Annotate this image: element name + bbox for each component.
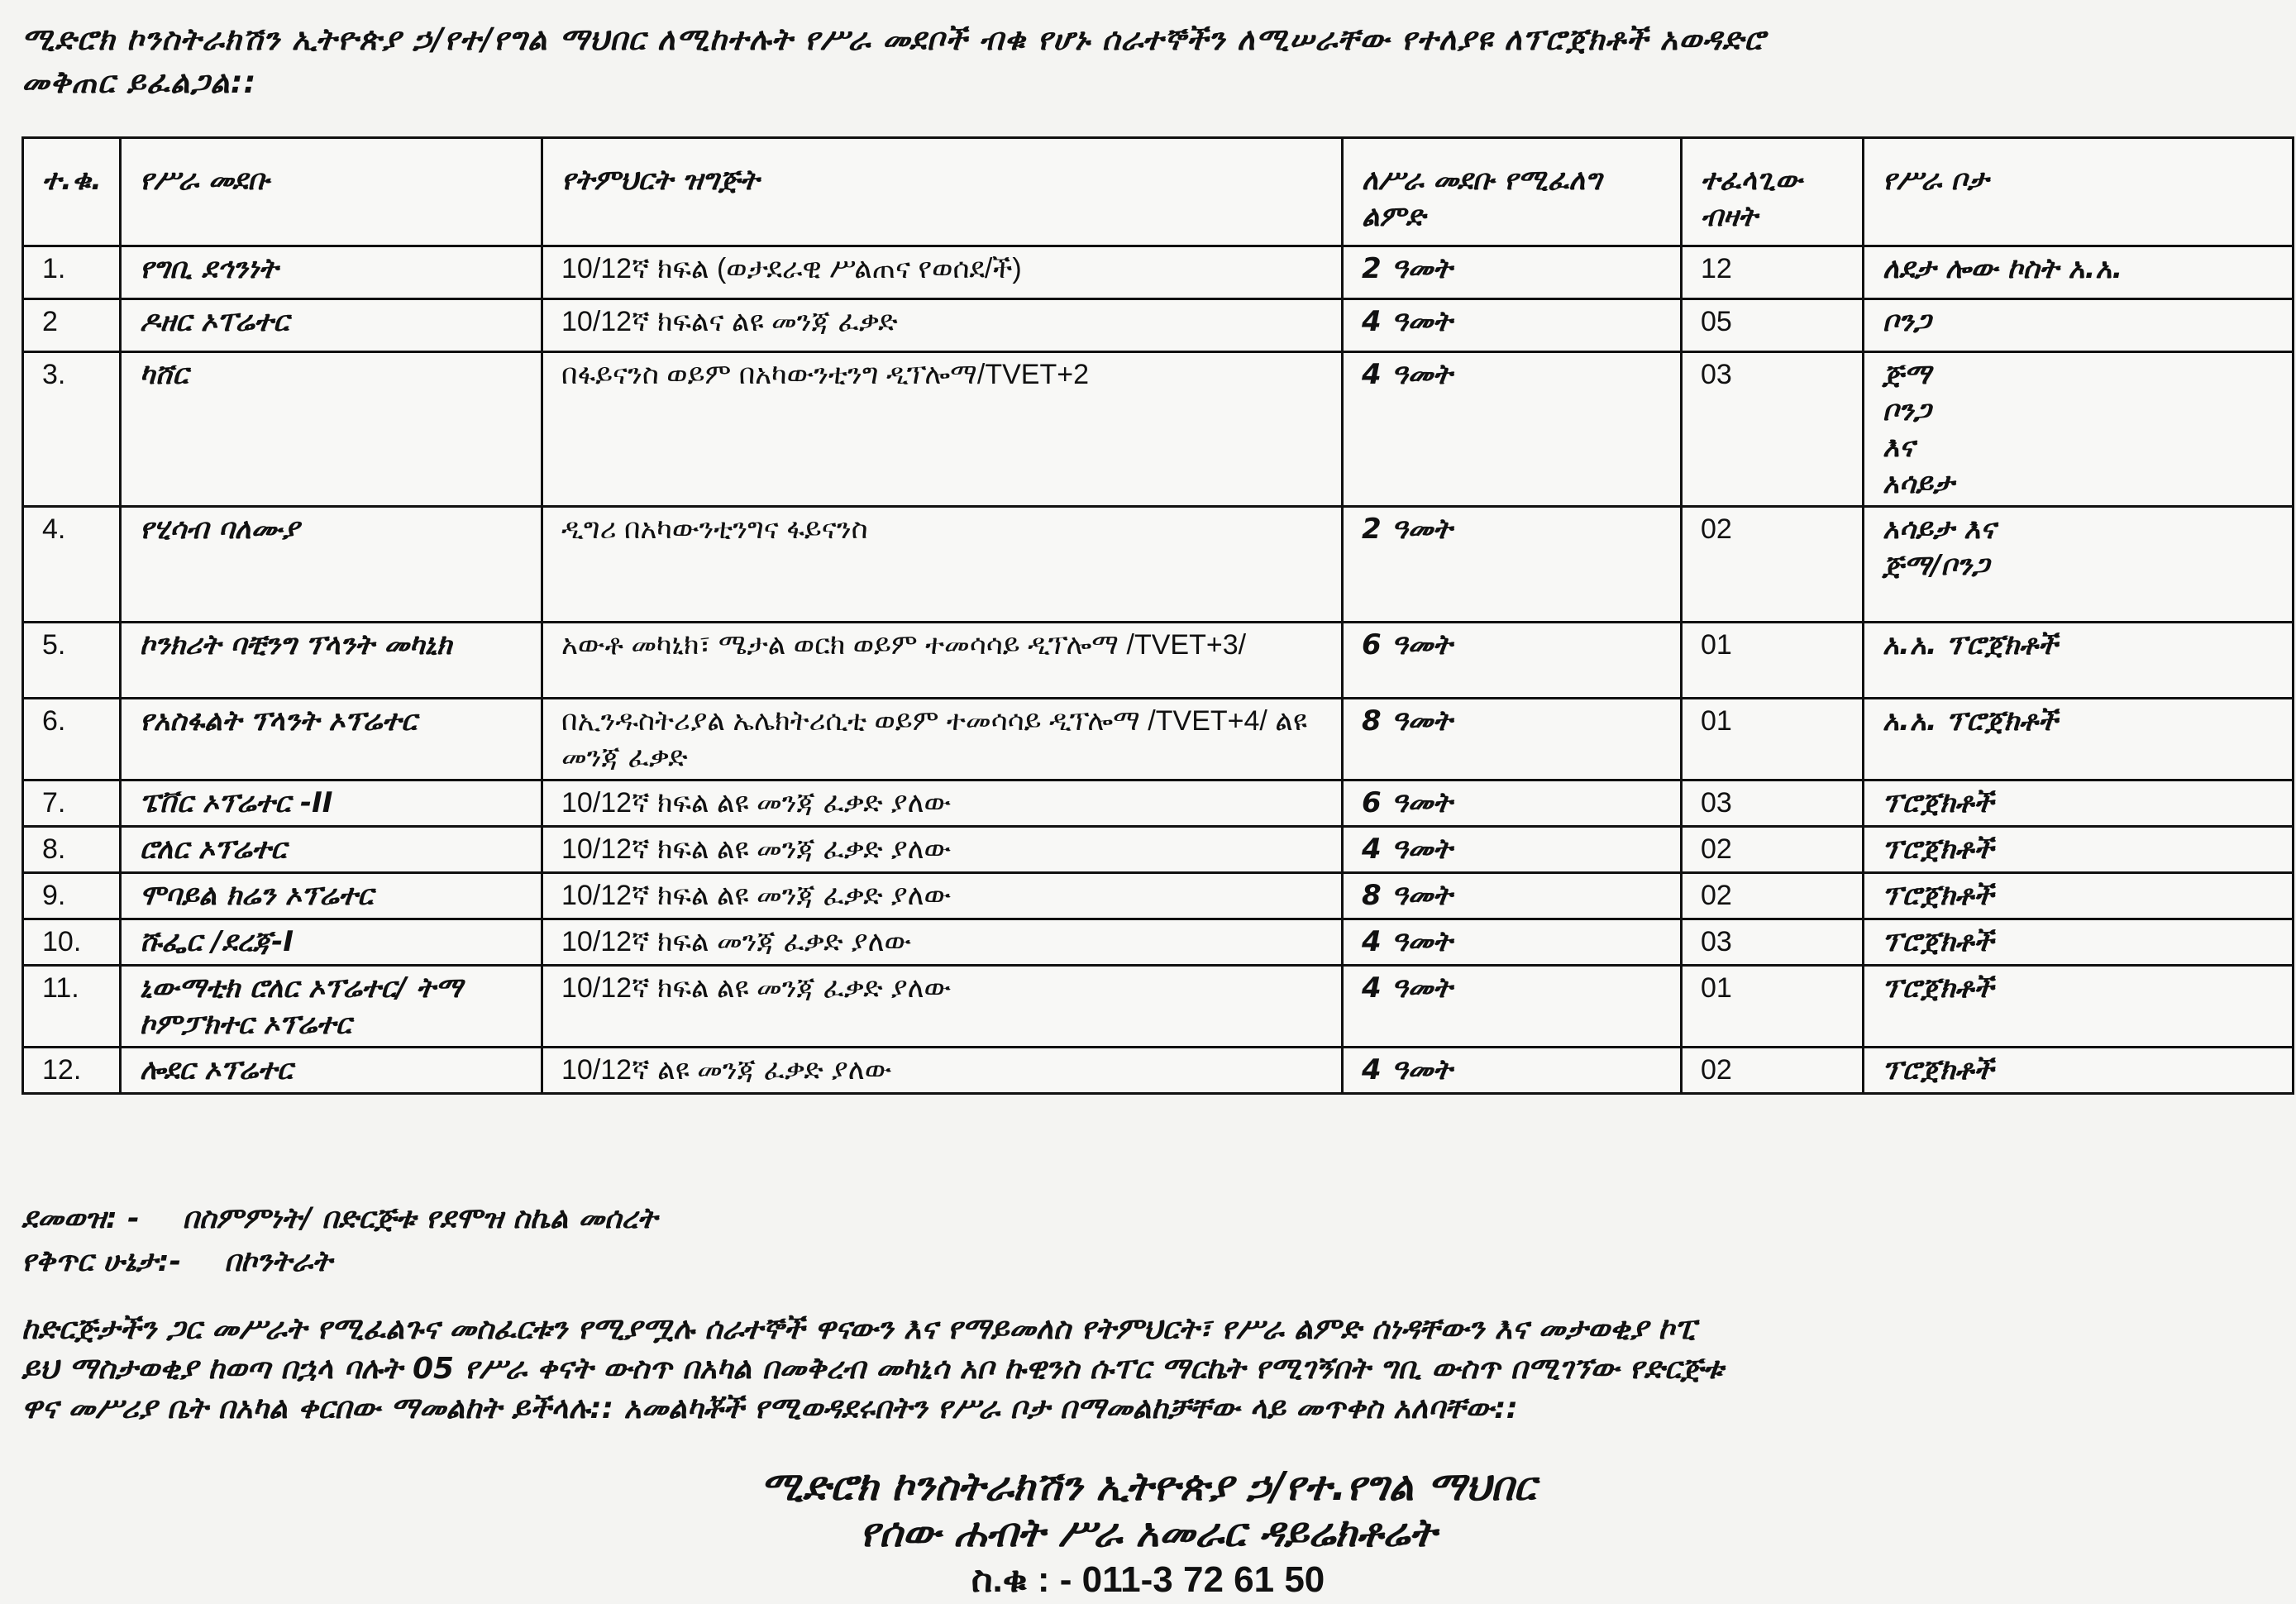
location-line: ጅማ/ቦንጋ	[1883, 549, 1989, 582]
instructions-line-2: ይህ ማስታወቂያ ከወጣ በኋላ ባሉት 05 የሥራ ቀናት ውስጥ በአካል በመቅረብ መካኒሳ አቦ ኩዊንስ ሱፐር ማርኬት የሚገኝበት ግቢ ውስጥ በሚገኘው የድርጅቱ	[21, 1352, 1724, 1386]
cell-quantity: 01	[1682, 966, 1864, 1048]
header-education: የትምህርት ዝግጅት	[542, 138, 1343, 246]
cell-experience: 2 ዓመት	[1343, 507, 1682, 623]
cell-quantity: 03	[1682, 352, 1864, 507]
cell-quantity: 01	[1682, 699, 1864, 781]
cell-education: አውቶ መካኒክ፣ ሜታል ወርክ ወይም ተመሳሳይ ዲፕሎማ /TVET+3/	[542, 623, 1343, 699]
cell-quantity: 12	[1682, 246, 1864, 299]
company-name: ሚድሮክ ኮንስትራክሽን ኢትዮጵያ ኃ/የተ.የግል ማህበር	[760, 1463, 1536, 1510]
header-title: የሥራ መደቡ	[121, 138, 542, 246]
cell-education: ዲግሪ በአካውንቲንግና ፋይናንስ	[542, 507, 1343, 623]
cell-education: 10/12ኛ ክፍል ልዩ መንጃ ፈቃድ ያለው	[542, 781, 1343, 827]
intro-line-1: ሚድሮክ ኮንስትራክሽን ኢትዮጵያ ኃ/የተ/የግል ማህበር ለሚከተሉት የሥራ መደቦች ብቁ የሆኑ ሰራተኞችን ለሚሠራቸው የተለያዩ ለፕሮጀክቶች አወዳድሮ	[21, 21, 1766, 57]
cell-location	[1864, 1048, 2294, 1094]
cell-experience: 8 ዓመት	[1343, 873, 1682, 919]
cell-location	[1864, 873, 2294, 919]
salary-label: ደመወዝ: -	[21, 1202, 140, 1235]
cell-title: የአስፋልት ፕላንት ኦፕሬተር	[121, 699, 542, 781]
location-line: ፕሮጀክቶች	[1883, 879, 1994, 912]
employment-row	[21, 1240, 1840, 1283]
location-line: አሳይታ	[1883, 467, 1955, 500]
cell-title: ሎደር ኦፕሬተር	[121, 1048, 542, 1094]
cell-education: 10/12ኛ ክፍል (ወታደራዊ ሥልጠና የወሰደ/ች)	[542, 246, 1343, 299]
employment-value: በኮንትራት	[224, 1245, 332, 1278]
location-line: ፕሮጀክቶች	[1883, 971, 1994, 1005]
phone-number: ስ.ቁ : - 011-3 72 61 50	[971, 1559, 1325, 1600]
cell-quantity: 01	[1682, 623, 1864, 699]
table-row	[23, 246, 2294, 299]
intro-line-2: መቅጠር ይፈልጋል::	[21, 64, 257, 100]
cell-location	[1864, 827, 2294, 873]
cell-experience: 4 ዓመት	[1343, 827, 1682, 873]
location-line: ቦንጋ	[1883, 394, 1931, 427]
cell-quantity: 02	[1682, 873, 1864, 919]
cell-location	[1864, 246, 2294, 299]
cell-no: 3.	[23, 352, 121, 507]
salary-value: በስምምነት/ በድርጅቱ የደሞዝ ስኬል መሰረት	[182, 1202, 657, 1235]
cell-location	[1864, 781, 2294, 827]
cell-title: ካሸር	[121, 352, 542, 507]
table-row	[23, 873, 2294, 919]
cell-education: በፋይናንስ ወይም በአካውንቲንግ ዲፕሎማ/TVET+2	[542, 352, 1343, 507]
cell-education: 10/12ኛ ልዩ መንጃ ፈቃድ ያለው	[542, 1048, 1343, 1094]
vacancy-table	[21, 136, 2294, 1095]
cell-no: 1.	[23, 246, 121, 299]
location-line: አ.አ. ፕሮጀክቶች	[1883, 704, 2058, 738]
salary-row	[21, 1197, 1840, 1240]
cell-experience: 2 ዓመት	[1343, 246, 1682, 299]
cell-quantity: 03	[1682, 781, 1864, 827]
cell-location	[1864, 299, 2294, 352]
table-body	[23, 246, 2294, 1094]
application-instructions	[21, 1310, 2270, 1429]
header-experience: ለሥራ መደቡ የሚፈለግ ልምድ	[1343, 138, 1682, 246]
cell-experience: 4 ዓመት	[1343, 919, 1682, 966]
cell-no: 11.	[23, 966, 121, 1048]
cell-no: 2	[23, 299, 121, 352]
table-row	[23, 827, 2294, 873]
table-row	[23, 919, 2294, 966]
header-quantity: ተፈላጊው ብዛት	[1682, 138, 1864, 246]
cell-title: የግቢ ደኅንነት	[121, 246, 542, 299]
cell-title: ሞባይል ክሬን ኦፕሬተር	[121, 873, 542, 919]
cell-education: 10/12ኛ ክፍል ልዩ መንጃ ፈቃድ ያለው	[542, 827, 1343, 873]
cell-no: 6.	[23, 699, 121, 781]
cell-location	[1864, 623, 2294, 699]
table-row	[23, 1048, 2294, 1094]
cell-experience: 6 ዓመት	[1343, 623, 1682, 699]
cell-no: 10.	[23, 919, 121, 966]
cell-experience: 4 ዓመት	[1343, 352, 1682, 507]
cell-location	[1864, 919, 2294, 966]
cell-title: ሮለር ኦፕሬተር	[121, 827, 542, 873]
intro-paragraph	[21, 18, 2270, 104]
cell-education: 10/12ኛ ክፍል መንጃ ፈቃድ ያለው	[542, 919, 1343, 966]
cell-no: 5.	[23, 623, 121, 699]
cell-experience: 8 ዓመት	[1343, 699, 1682, 781]
table-header-row	[23, 138, 2294, 246]
cell-location	[1864, 507, 2294, 623]
instructions-line-3: ዋና መሥሪያ ቤት በአካል ቀርበው ማመልከት ይችላሉ:: አመልካቾች የሚወዳደሩበትን የሥራ ቦታ በማመልከቻቸው ላይ መጥቀስ አለባቸው::	[21, 1392, 1518, 1425]
location-line: አ.አ. ፕሮጀክቶች	[1883, 628, 2058, 661]
cell-quantity: 02	[1682, 1048, 1864, 1094]
cell-education: 10/12ኛ ክፍል ልዩ መንጃ ፈቃድ ያለው	[542, 966, 1343, 1048]
location-line: ፕሮጀክቶች	[1883, 1053, 1994, 1086]
cell-title: ኮንክሪት ባቺንግ ፕላንት መካኒክ	[121, 623, 542, 699]
cell-quantity: 05	[1682, 299, 1864, 352]
table-row	[23, 781, 2294, 827]
table-row	[23, 507, 2294, 623]
department-name: የሰው ሐብት ሥራ አመራር ዳይሬክቶሬት	[859, 1510, 1437, 1556]
location-line: ፕሮጀክቶች	[1883, 786, 1994, 819]
cell-quantity: 03	[1682, 919, 1864, 966]
cell-no: 7.	[23, 781, 121, 827]
cell-education: 10/12ኛ ክፍልና ልዩ መንጃ ፈቃድ	[542, 299, 1343, 352]
table-row	[23, 623, 2294, 699]
cell-education: በኢንዱስትሪያል ኤሌክትሪሲቲ ወይም ተመሳሳይ ዲፕሎማ /TVET+4/ ልዩ መንጃ ፈቃድ	[542, 699, 1343, 781]
cell-experience: 4 ዓመት	[1343, 966, 1682, 1048]
table-row	[23, 699, 2294, 781]
header-no: ተ.ቁ.	[23, 138, 121, 246]
cell-title: ኒውማቲክ ሮለር ኦፕሬተር/ ትማ ኮምፓክተር ኦፕሬተር	[121, 966, 542, 1048]
cell-experience: 4 ዓመት	[1343, 299, 1682, 352]
location-line: እና	[1883, 431, 1915, 464]
signature-block	[0, 1463, 2296, 1604]
cell-no: 4.	[23, 507, 121, 623]
table-row	[23, 352, 2294, 507]
location-line: ለደታ ሎው ኮስት አ.አ.	[1883, 252, 2123, 285]
instructions-line-1: ከድርጅታችን ጋር መሥራት የሚፈልጉና መስፈርቱን የሚያሟሉ ሰራተኞች ዋናውን እና የማይመለስ የትምህርት፣ የሥራ ልምድ ሰነዳቸውን እና መታወቂያ ኮፒ	[21, 1312, 1696, 1346]
table-row	[23, 299, 2294, 352]
table-row	[23, 966, 2294, 1048]
cell-title: ሹፌር /ደረጃ-I	[121, 919, 542, 966]
location-line: ፕሮጀክቶች	[1883, 833, 1994, 866]
employment-label: የቅጥር ሁኔታ:-	[21, 1245, 182, 1278]
employment-terms	[21, 1197, 1840, 1283]
cell-no: 8.	[23, 827, 121, 873]
cell-education: 10/12ኛ ክፍል ልዩ መንጃ ፈቃድ ያለው	[542, 873, 1343, 919]
cell-quantity: 02	[1682, 507, 1864, 623]
cell-no: 12.	[23, 1048, 121, 1094]
cell-location	[1864, 699, 2294, 781]
location-line: ፕሮጀክቶች	[1883, 925, 1994, 958]
cell-experience: 6 ዓመት	[1343, 781, 1682, 827]
location-line: ቦንጋ	[1883, 305, 1931, 338]
location-line: አሳይታ እና	[1883, 513, 1996, 546]
header-location: የሥራ ቦታ	[1864, 138, 2294, 246]
location-line: ጅማ	[1883, 358, 1931, 391]
cell-title: የሂሳብ ባለሙያ	[121, 507, 542, 623]
cell-no: 9.	[23, 873, 121, 919]
cell-experience: 4 ዓመት	[1343, 1048, 1682, 1094]
cell-title: ፔቨር ኦፕሬተር -II	[121, 781, 542, 827]
cell-location	[1864, 966, 2294, 1048]
cell-location	[1864, 352, 2294, 507]
cell-quantity: 02	[1682, 827, 1864, 873]
cell-title: ዶዘር ኦፐሬተር	[121, 299, 542, 352]
